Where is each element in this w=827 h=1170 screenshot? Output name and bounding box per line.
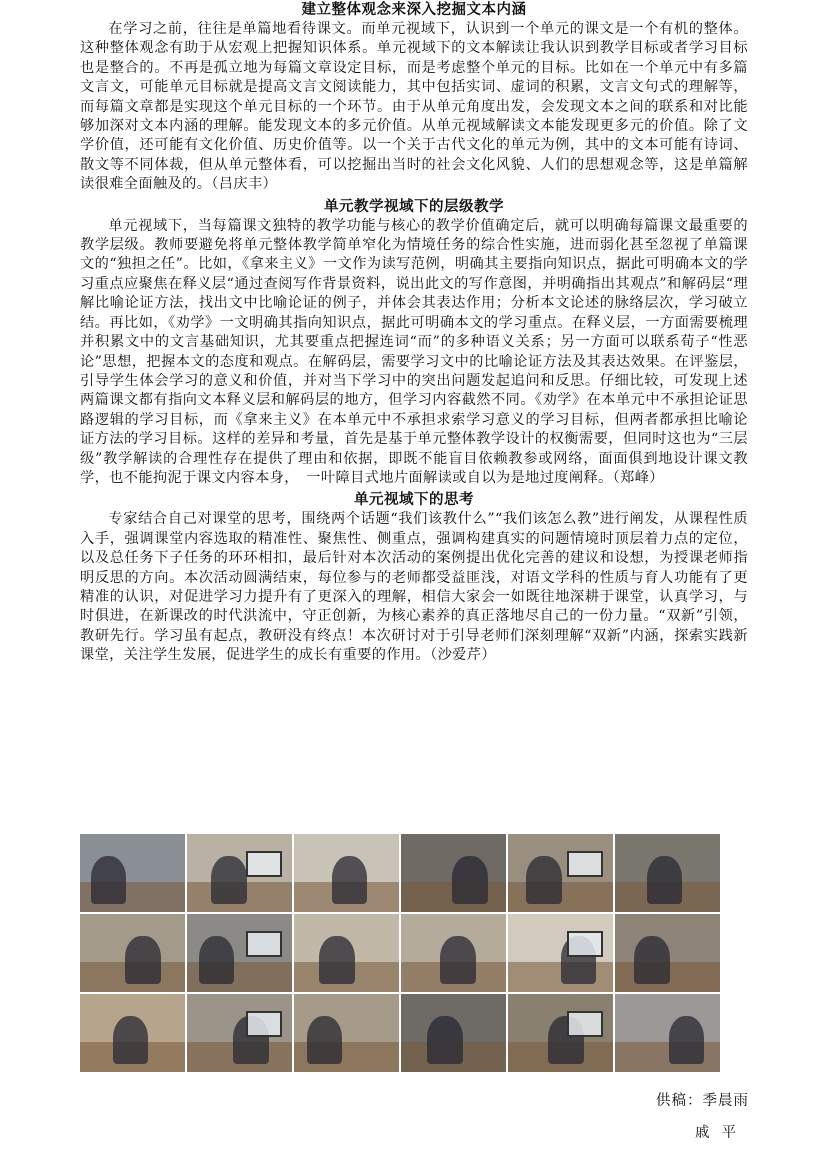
section-paragraph-3: 专家结合自己对课堂的思考，围绕两个话题“我们该教什么”“我们该怎么教”进行阐发，从课程性质入手，强调课堂内容选取的精准性、聚焦性、侧重点，强调构建真实的问题情境时顶层着力点的定位，以及总任务下子任务的环环相扣，最后针对本次活动的案例提出优化完善的建议和设想，为授课老师指明反思的方向。本次活动圆满结束，每位参与的老师都受益匪浅，对语文学科的性质与育人功能有了更精准的认识，对促进学习力提升有了更深入的理解，相信大家会一如既往地深耕于课堂，认真学习，与时俱进，在新课改的时代洪流中，守正创新，为核心素养的真正落地尽自己的一份力量。“双新”引领，教研先行。学习虽有起点，教研没有终点！本次研讨对于引导老师们深刻理解“双新”内涵，探索实践新课堂，关注学生发展，促进学生的成长有重要的作用。（沙爱芹）: [80, 511, 748, 664]
section-title-2: 单元教学视域下的层级教学: [324, 197, 504, 215]
collage-photo: [187, 834, 292, 912]
section-paragraph-1: 在学习之前，往往是单篇地看待课文。而单元视域下，认识到一个单元的课文是一个有机的整体。这种整体观念有助于从宏观上把握知识体系。单元视域下的文本解读让我认识到教学目标或者学习目标也是整合的。不再是孤立地为每篇文章设定目标，而是考虑整个单元的目标。比如在一个单元中有多篇文言文，可能单元目标就是提高文言文阅读能力，其中包括实词、虚词的积累，文言文句式的理解等，而每篇文章都是实现这个单元目标的一个环节。由于从单元角度出发，会发现文本之间的联系和对比能够加深对文本内涵的理解。能发现文本的多元价值。从单元视域解读文本能发现更多元的价值。除了文学价值，还可能有文化价值、历史价值等。以一个关于古代文化的单元为例，其中的文本可能有诗词、散文等不同体裁，但从单元整体看，可以挖掘出当时的社会文化风貌、人们的思想观念等，这是单篇解读很难全面触及的。（吕庆丰）: [80, 21, 748, 193]
section-paragraph-2: 单元视域下，当每篇课文独特的教学功能与核心的教学价值确定后，就可以明确每篇课文最重要的教学层级。教师要避免将单元整体教学简单窄化为情境任务的综合性实施，进而弱化甚至忽视了单篇课文的“独担之任”。比如，《拿来主义》一文作为读写范例，明确其主要指向知识点，据此可明确本文的学习重点应聚焦在释义层“通过查阅写作背景资料，说出此文的写作意图，并明确指出其观点”和解码层“理解比喻论证方法，找出文中比喻论证的例子，并体会其表达作用；分析本文论述的脉络层次，学习破立结。再比如，《劝学》一文明确其指向知识点，据此可明确本文的学习重点。在释义层，一方面需要梳理并积累文中的文言基础知识，尤其要重点把握连词“而”的多种语义关系；另一方面可以联系荀子“性恶论”思想，把握本文的态度和观点。在解码层，需要学习文中的比喻论证方法及其表达效果。在评鉴层，引导学生体会学习的意义和价值，并对当下学习中的突出问题发起追问和反思。仔细比较，可发现上述两篇课文都有指向文本释义层和解码层的地方，但学习内容截然不同。《劝学》在本单元中不承担论证思路逻辑的学习目标，而《拿来主义》在本单元中不承担求索学习意义的学习目标，但两者都承担比喻论证方法的学习目标。这样的差异和考量，首先是基于单元整体教学设计的权衡需要，但同时这也为“三层级”教学解读的合理性存在提供了理由和依据，即既不能盲目依赖教参或网络，面面俱到地设计课文教学，也不能拘泥于课文内容本身， 一叶障目式地片面解读或自以为是地过度阐释。（郑峰）: [80, 217, 748, 486]
collage-photo: [508, 994, 613, 1072]
photo-person-shape: [440, 936, 476, 984]
collage-photo: [508, 914, 613, 992]
collage-photo: [615, 914, 720, 992]
photo-person-shape: [199, 936, 235, 984]
collage-photo: [401, 914, 506, 992]
photo-monitor-shape: [567, 931, 603, 957]
collage-photo: [401, 994, 506, 1072]
photo-person-shape: [125, 936, 161, 984]
collage-photo: [187, 914, 292, 992]
photo-person-shape: [307, 1016, 343, 1064]
section-title-3: 单元视域下的思考: [354, 491, 474, 509]
collage-photo: [401, 834, 506, 912]
photo-person-shape: [332, 856, 368, 904]
photo-collage: [80, 834, 720, 1072]
credit-contributor: 供稿：季晨雨: [656, 1093, 749, 1109]
photo-monitor-shape: [567, 1011, 603, 1037]
photo-monitor-shape: [246, 851, 282, 877]
photo-monitor-shape: [246, 1011, 282, 1037]
collage-photo: [615, 994, 720, 1072]
collage-photo: [80, 914, 185, 992]
photo-monitor-shape: [567, 851, 603, 877]
section-title-1: 建立整体观念来深入挖掘文本内涵: [301, 1, 527, 18]
collage-photo: [294, 914, 399, 992]
photo-person-shape: [669, 1016, 705, 1064]
photo-person-shape: [634, 936, 670, 984]
collage-photo: [187, 994, 292, 1072]
photo-person-shape: [319, 936, 355, 984]
photo-person-shape: [211, 856, 247, 904]
photo-monitor-shape: [246, 931, 282, 957]
collage-photo: [80, 834, 185, 912]
photo-person-shape: [427, 1016, 463, 1064]
photo-person-shape: [647, 856, 683, 904]
credit-reviewer: 戚平: [695, 1125, 748, 1141]
collage-photo: [508, 834, 613, 912]
collage-photo: [294, 994, 399, 1072]
photo-desk-shape: [615, 1042, 720, 1072]
collage-photo: [80, 994, 185, 1072]
photo-person-shape: [91, 856, 127, 904]
photo-person-shape: [113, 1016, 149, 1064]
collage-photo: [615, 834, 720, 912]
photo-person-shape: [526, 856, 562, 904]
collage-photo: [294, 834, 399, 912]
photo-person-shape: [452, 856, 488, 904]
article: [80, 0, 748, 666]
